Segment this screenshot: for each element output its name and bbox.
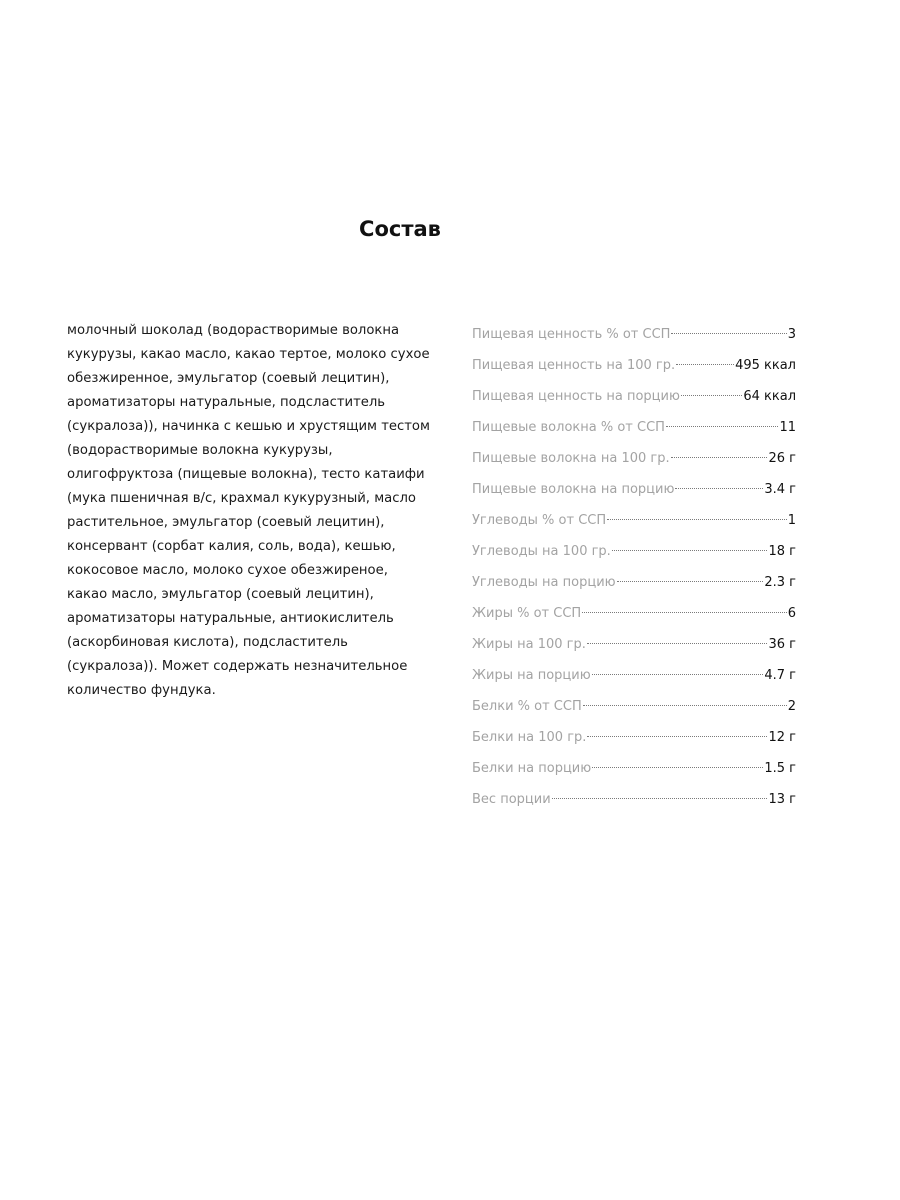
dotted-leader xyxy=(583,705,787,706)
dotted-leader xyxy=(612,550,768,551)
nutrition-row xyxy=(472,319,796,350)
nutrition-value: 3.4 г xyxy=(764,482,796,497)
nutrition-value: 13 г xyxy=(768,792,796,807)
nutrition-value: 36 г xyxy=(768,637,796,652)
nutrition-value: 64 ккал xyxy=(743,389,796,404)
page-title: Состав xyxy=(359,217,441,241)
nutrition-row xyxy=(472,474,796,505)
nutrition-value: 1.5 г xyxy=(764,761,796,776)
nutrition-value: 1 xyxy=(787,513,796,528)
nutrition-label: Жиры на порцию xyxy=(472,668,591,683)
dotted-leader xyxy=(582,612,787,613)
nutrition-row xyxy=(472,722,796,753)
nutrition-label: Белки на порцию xyxy=(472,761,592,776)
nutrition-value: 2.3 г xyxy=(764,575,796,590)
nutrition-label: Жиры % от ССП xyxy=(472,606,582,621)
nutrition-row xyxy=(472,598,796,629)
nutrition-row xyxy=(472,567,796,598)
nutrition-row xyxy=(472,443,796,474)
nutrition-row xyxy=(472,753,796,784)
nutrition-label: Углеводы на порцию xyxy=(472,575,616,590)
dotted-leader xyxy=(617,581,764,582)
nutrition-label: Углеводы % от ССП xyxy=(472,513,607,528)
nutrition-value: 4.7 г xyxy=(764,668,796,683)
dotted-leader xyxy=(671,333,786,334)
nutrition-value: 6 xyxy=(787,606,796,621)
dotted-leader xyxy=(675,488,763,489)
nutrition-value: 3 xyxy=(787,327,796,342)
nutrition-row xyxy=(472,660,796,691)
nutrition-label: Углеводы на 100 гр. xyxy=(472,544,611,559)
dotted-leader xyxy=(592,767,763,768)
dotted-leader xyxy=(681,395,742,396)
nutrition-label: Пищевая ценность на порцию xyxy=(472,389,680,404)
nutrition-label: Жиры на 100 гр. xyxy=(472,637,586,652)
nutrition-row xyxy=(472,784,796,815)
nutrition-row xyxy=(472,350,796,381)
nutrition-value: 495 ккал xyxy=(735,358,796,373)
nutrition-row xyxy=(472,691,796,722)
nutrition-label: Пищевые волокна на порцию xyxy=(472,482,675,497)
dotted-leader xyxy=(587,643,768,644)
nutrition-label: Вес порции xyxy=(472,792,551,807)
nutrition-value: 18 г xyxy=(768,544,796,559)
nutrition-label: Белки на 100 гр. xyxy=(472,730,587,745)
composition-text: молочный шоколад (водорастворимые волокна кукурузы, какао масло, какао тертое, молоко сухое обезжиренное, эмульгатор (соевый лецитин), ароматизаторы натуральные, подсластитель (сукралоза)), начинка с кешью и хрустящим тестом (водорастворимые волокна кукурузы, олигофруктоза (пищевые волокна), тесто катаифи (мука пшеничная в/с, крахмал кукурузный, масло растительное, эмульгатор (соевый лецитин), консервант (сорбат калия, соль, вода), кешью, кокосовое масло, молоко сухое обезжиреное, какао масло, эмульгатор (соевый лецитин), ароматизаторы натуральные, антиокислитель (аскорбиновая кислота), подсластитель (сукралоза)). Может содержать незначительное количество фундука. xyxy=(67,323,430,698)
nutrition-row xyxy=(472,629,796,660)
nutrition-label: Пищевые волокна % от ССП xyxy=(472,420,665,435)
nutrition-label: Белки % от ССП xyxy=(472,699,582,714)
nutrition-value: 26 г xyxy=(768,451,796,466)
dotted-leader xyxy=(676,364,734,365)
nutrition-label: Пищевые волокна на 100 гр. xyxy=(472,451,670,466)
nutrition-value: 12 г xyxy=(768,730,796,745)
nutrition-row xyxy=(472,381,796,412)
nutrition-label: Пищевая ценность на 100 гр. xyxy=(472,358,676,373)
nutrition-value: 2 xyxy=(787,699,796,714)
dotted-leader xyxy=(671,457,768,458)
nutrition-value: 11 xyxy=(779,420,796,435)
dotted-leader xyxy=(587,736,767,737)
nutrition-row xyxy=(472,536,796,567)
nutrition-list xyxy=(472,319,796,815)
dotted-leader xyxy=(592,674,764,675)
nutrition-row xyxy=(472,412,796,443)
nutrition-label: Пищевая ценность % от ССП xyxy=(472,327,671,342)
dotted-leader xyxy=(666,426,779,427)
dotted-leader xyxy=(552,798,768,799)
nutrition-row xyxy=(472,505,796,536)
dotted-leader xyxy=(607,519,787,520)
